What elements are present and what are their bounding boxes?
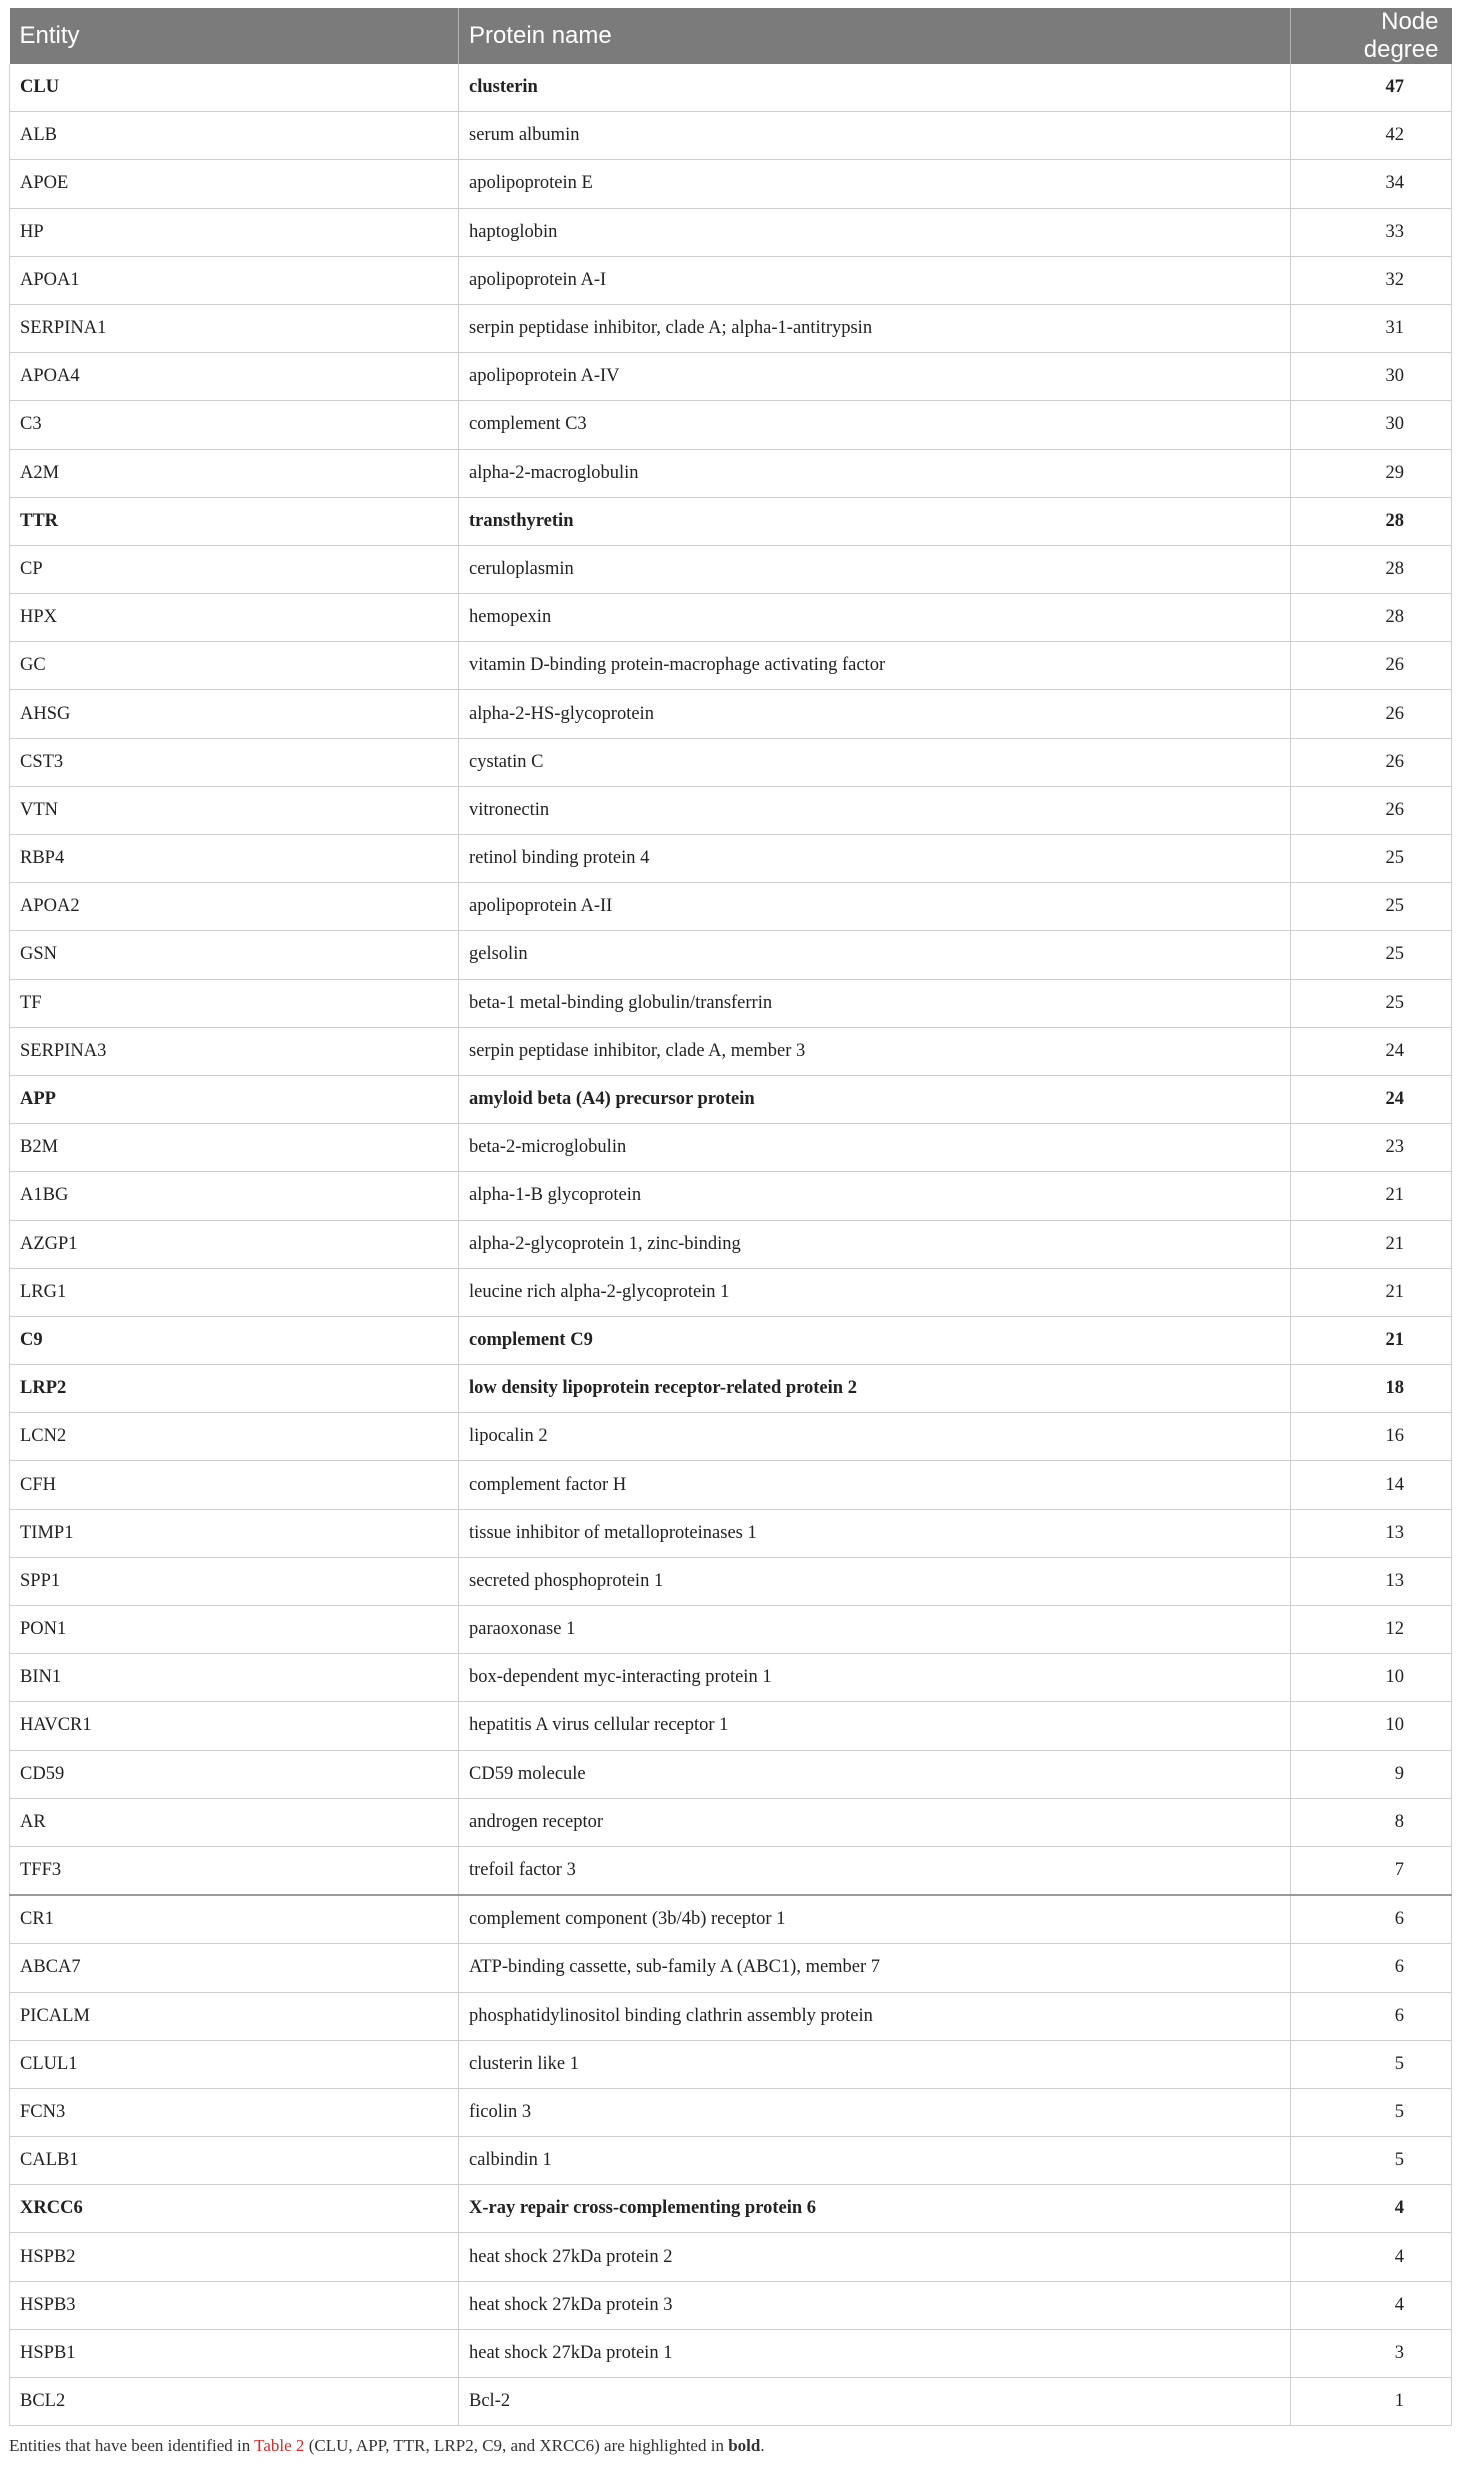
protein-name-cell: heat shock 27kDa protein 2 [459, 2233, 1291, 2281]
protein-name-cell: complement C3 [459, 401, 1291, 449]
node-degree-cell: 8 [1291, 1798, 1452, 1846]
entity-cell: HSPB3 [10, 2281, 459, 2329]
node-degree-cell: 28 [1291, 497, 1452, 545]
table-row [10, 594, 1452, 642]
protein-name-cell: hepatitis A virus cellular receptor 1 [459, 1702, 1291, 1750]
entity-cell: CFH [10, 1461, 459, 1509]
entity-cell: HPX [10, 594, 459, 642]
table-row [10, 1895, 1452, 1944]
entity-cell: BIN1 [10, 1654, 459, 1702]
entity-cell: PON1 [10, 1606, 459, 1654]
entity-cell: APOA1 [10, 256, 459, 304]
table-row [10, 2233, 1452, 2281]
entity-cell: LCN2 [10, 1413, 459, 1461]
node-degree-cell: 13 [1291, 1557, 1452, 1605]
node-degree-cell: 7 [1291, 1846, 1452, 1895]
protein-name-cell: beta-1 metal-binding globulin/transferrin [459, 979, 1291, 1027]
node-degree-cell: 25 [1291, 931, 1452, 979]
table-row [10, 1461, 1452, 1509]
node-degree-cell: 6 [1291, 1895, 1452, 1944]
protein-name-cell: ficolin 3 [459, 2088, 1291, 2136]
table-row [10, 160, 1452, 208]
protein-name-cell: amyloid beta (A4) precursor protein [459, 1075, 1291, 1123]
table-row [10, 1846, 1452, 1895]
table-row [10, 883, 1452, 931]
protein-name-cell: alpha-2-macroglobulin [459, 449, 1291, 497]
protein-name-cell: alpha-2-glycoprotein 1, zinc-binding [459, 1220, 1291, 1268]
protein-name-cell: leucine rich alpha-2-glycoprotein 1 [459, 1268, 1291, 1316]
node-degree-cell: 29 [1291, 449, 1452, 497]
entity-cell: VTN [10, 786, 459, 834]
table-row [10, 931, 1452, 979]
table-row [10, 64, 1452, 112]
table-row [10, 1557, 1452, 1605]
node-degree-cell: 10 [1291, 1702, 1452, 1750]
node-degree-cell: 3 [1291, 2329, 1452, 2377]
protein-name-cell: phosphatidylinositol binding clathrin assembly protein [459, 1992, 1291, 2040]
table-row [10, 690, 1452, 738]
entity-cell: CLUL1 [10, 2040, 459, 2088]
table-row [10, 1606, 1452, 1654]
node-degree-cell: 26 [1291, 690, 1452, 738]
entity-cell: BCL2 [10, 2378, 459, 2426]
table-row [10, 353, 1452, 401]
entity-cell: ABCA7 [10, 1944, 459, 1992]
table-row [10, 545, 1452, 593]
protein-name-cell: CD59 molecule [459, 1750, 1291, 1798]
node-degree-cell: 30 [1291, 401, 1452, 449]
footnote-bold-word: bold [728, 2436, 761, 2455]
node-degree-cell: 21 [1291, 1220, 1452, 1268]
entity-cell: HSPB1 [10, 2329, 459, 2377]
table-row [10, 1172, 1452, 1220]
table-row [10, 2329, 1452, 2377]
footnote-prefix: Entities that have been identified in [9, 2436, 255, 2455]
node-degree-cell: 16 [1291, 1413, 1452, 1461]
entity-cell: CALB1 [10, 2137, 459, 2185]
protein-name-cell: gelsolin [459, 931, 1291, 979]
protein-name-cell: apolipoprotein A-II [459, 883, 1291, 931]
protein-name-cell: lipocalin 2 [459, 1413, 1291, 1461]
protein-name-cell: androgen receptor [459, 1798, 1291, 1846]
protein-name-cell: alpha-1-B glycoprotein [459, 1172, 1291, 1220]
table-row [10, 2185, 1452, 2233]
protein-name-cell: apolipoprotein A-IV [459, 353, 1291, 401]
protein-name-cell: haptoglobin [459, 208, 1291, 256]
entity-cell: TF [10, 979, 459, 1027]
protein-name-cell: beta-2-microglobulin [459, 1124, 1291, 1172]
node-degree-cell: 6 [1291, 1944, 1452, 1992]
header-row [10, 8, 1452, 64]
entity-cell: HP [10, 208, 459, 256]
table-row [10, 2281, 1452, 2329]
protein-name-cell: X-ray repair cross-complementing protein 6 [459, 2185, 1291, 2233]
table-row [10, 1268, 1452, 1316]
protein-name-cell: clusterin [459, 64, 1291, 112]
node-degree-cell: 1 [1291, 2378, 1452, 2426]
table-header [10, 8, 1452, 64]
table-row [10, 1944, 1452, 1992]
entity-cell: APOA4 [10, 353, 459, 401]
entity-cell: C3 [10, 401, 459, 449]
table-row [10, 1750, 1452, 1798]
protein-name-cell: ceruloplasmin [459, 545, 1291, 593]
entity-cell: B2M [10, 1124, 459, 1172]
entity-cell: TTR [10, 497, 459, 545]
node-degree-cell: 14 [1291, 1461, 1452, 1509]
protein-name-cell: serum albumin [459, 112, 1291, 160]
entity-cell: TIMP1 [10, 1509, 459, 1557]
table-footnote [9, 2436, 765, 2456]
table-row [10, 1027, 1452, 1075]
table-row [10, 1992, 1452, 2040]
protein-name-cell: hemopexin [459, 594, 1291, 642]
node-degree-cell: 32 [1291, 256, 1452, 304]
node-degree-cell: 4 [1291, 2281, 1452, 2329]
table-row [10, 786, 1452, 834]
entity-cell: CLU [10, 64, 459, 112]
footnote-middle: (CLU, APP, TTR, LRP2, C9, and XRCC6) are highlighted in [304, 2436, 729, 2455]
node-degree-cell: 24 [1291, 1027, 1452, 1075]
entity-cell: AR [10, 1798, 459, 1846]
protein-name-cell: clusterin like 1 [459, 2040, 1291, 2088]
protein-name-cell: heat shock 27kDa protein 3 [459, 2281, 1291, 2329]
table-row [10, 738, 1452, 786]
table-row [10, 1075, 1452, 1123]
table-row [10, 2378, 1452, 2426]
entity-cell: A1BG [10, 1172, 459, 1220]
entity-cell: LRP2 [10, 1365, 459, 1413]
table-body [10, 64, 1452, 2426]
node-degree-cell: 4 [1291, 2233, 1452, 2281]
entity-cell: SERPINA3 [10, 1027, 459, 1075]
node-degree-cell: 42 [1291, 112, 1452, 160]
protein-name-cell: trefoil factor 3 [459, 1846, 1291, 1895]
table-row [10, 2088, 1452, 2136]
table-row [10, 112, 1452, 160]
node-degree-cell: 5 [1291, 2040, 1452, 2088]
node-degree-cell: 21 [1291, 1316, 1452, 1364]
node-degree-cell: 25 [1291, 883, 1452, 931]
entity-cell: LRG1 [10, 1268, 459, 1316]
header-node-degree: Node degree [1291, 8, 1452, 64]
protein-name-cell: secreted phosphoprotein 1 [459, 1557, 1291, 1605]
protein-name-cell: tissue inhibitor of metalloproteinases 1 [459, 1509, 1291, 1557]
node-degree-cell: 26 [1291, 786, 1452, 834]
protein-name-cell: calbindin 1 [459, 2137, 1291, 2185]
protein-name-cell: ATP-binding cassette, sub-family A (ABC1), member 7 [459, 1944, 1291, 1992]
node-degree-cell: 34 [1291, 160, 1452, 208]
protein-name-cell: serpin peptidase inhibitor, clade A, member 3 [459, 1027, 1291, 1075]
entity-cell: PICALM [10, 1992, 459, 2040]
table-row [10, 1798, 1452, 1846]
protein-name-cell: vitronectin [459, 786, 1291, 834]
node-degree-cell: 28 [1291, 545, 1452, 593]
node-degree-cell: 5 [1291, 2088, 1452, 2136]
entity-cell: A2M [10, 449, 459, 497]
entity-cell: APOE [10, 160, 459, 208]
entity-cell: AHSG [10, 690, 459, 738]
protein-name-cell: retinol binding protein 4 [459, 835, 1291, 883]
protein-name-cell: low density lipoprotein receptor-related protein 2 [459, 1365, 1291, 1413]
entity-cell: SPP1 [10, 1557, 459, 1605]
protein-name-cell: complement factor H [459, 1461, 1291, 1509]
entity-cell: APP [10, 1075, 459, 1123]
protein-name-cell: paraoxonase 1 [459, 1606, 1291, 1654]
table-row [10, 304, 1452, 352]
protein-name-cell: complement component (3b/4b) receptor 1 [459, 1895, 1291, 1944]
node-degree-cell: 21 [1291, 1268, 1452, 1316]
node-degree-cell: 5 [1291, 2137, 1452, 2185]
table-row [10, 1124, 1452, 1172]
protein-name-cell: complement C9 [459, 1316, 1291, 1364]
entity-cell: CST3 [10, 738, 459, 786]
node-degree-cell: 24 [1291, 1075, 1452, 1123]
table-row [10, 1220, 1452, 1268]
footnote-suffix: . [760, 2436, 765, 2455]
node-degree-cell: 23 [1291, 1124, 1452, 1172]
node-degree-cell: 30 [1291, 353, 1452, 401]
entity-cell: HSPB2 [10, 2233, 459, 2281]
protein-name-cell: heat shock 27kDa protein 1 [459, 2329, 1291, 2377]
table-2-link[interactable]: Table 2 [254, 2436, 305, 2455]
protein-name-cell: alpha-2-HS-glycoprotein [459, 690, 1291, 738]
node-degree-cell: 6 [1291, 1992, 1452, 2040]
node-degree-cell: 13 [1291, 1509, 1452, 1557]
header-protein-name: Protein name [459, 8, 1291, 64]
entity-cell: CP [10, 545, 459, 593]
protein-name-cell: apolipoprotein A-I [459, 256, 1291, 304]
table-row [10, 1316, 1452, 1364]
entity-cell: CD59 [10, 1750, 459, 1798]
protein-name-cell: box-dependent myc-interacting protein 1 [459, 1654, 1291, 1702]
entity-cell: RBP4 [10, 835, 459, 883]
node-degree-cell: 33 [1291, 208, 1452, 256]
entity-cell: C9 [10, 1316, 459, 1364]
entity-cell: ALB [10, 112, 459, 160]
table-row [10, 1509, 1452, 1557]
node-degree-cell: 4 [1291, 2185, 1452, 2233]
node-degree-cell: 12 [1291, 1606, 1452, 1654]
table-row [10, 642, 1452, 690]
table-row [10, 1365, 1452, 1413]
table-row [10, 2137, 1452, 2185]
entity-cell: FCN3 [10, 2088, 459, 2136]
node-degree-cell: 18 [1291, 1365, 1452, 1413]
table-row [10, 449, 1452, 497]
protein-name-cell: Bcl-2 [459, 2378, 1291, 2426]
table-row [10, 1654, 1452, 1702]
protein-name-cell: vitamin D-binding protein-macrophage activating factor [459, 642, 1291, 690]
entity-cell: APOA2 [10, 883, 459, 931]
protein-name-cell: cystatin C [459, 738, 1291, 786]
table-container [9, 8, 1451, 2426]
node-degree-cell: 26 [1291, 738, 1452, 786]
node-degree-cell: 26 [1291, 642, 1452, 690]
entity-cell: GSN [10, 931, 459, 979]
table-row [10, 256, 1452, 304]
node-degree-cell: 9 [1291, 1750, 1452, 1798]
node-degree-cell: 28 [1291, 594, 1452, 642]
table-row [10, 2040, 1452, 2088]
table-row [10, 497, 1452, 545]
header-entity: Entity [10, 8, 459, 64]
table-row [10, 208, 1452, 256]
node-degree-cell: 25 [1291, 835, 1452, 883]
node-degree-cell: 25 [1291, 979, 1452, 1027]
node-degree-cell: 21 [1291, 1172, 1452, 1220]
entity-cell: SERPINA1 [10, 304, 459, 352]
entity-cell: HAVCR1 [10, 1702, 459, 1750]
entity-cell: CR1 [10, 1895, 459, 1944]
entity-cell: XRCC6 [10, 2185, 459, 2233]
protein-name-cell: apolipoprotein E [459, 160, 1291, 208]
node-degree-cell: 47 [1291, 64, 1452, 112]
table-row [10, 401, 1452, 449]
entity-cell: AZGP1 [10, 1220, 459, 1268]
entity-cell: GC [10, 642, 459, 690]
node-degree-table [9, 8, 1452, 2426]
protein-name-cell: transthyretin [459, 497, 1291, 545]
entity-cell: TFF3 [10, 1846, 459, 1895]
table-row [10, 1702, 1452, 1750]
node-degree-cell: 10 [1291, 1654, 1452, 1702]
protein-name-cell: serpin peptidase inhibitor, clade A; alpha-1-antitrypsin [459, 304, 1291, 352]
node-degree-cell: 31 [1291, 304, 1452, 352]
table-row [10, 979, 1452, 1027]
table-row [10, 835, 1452, 883]
table-row [10, 1413, 1452, 1461]
